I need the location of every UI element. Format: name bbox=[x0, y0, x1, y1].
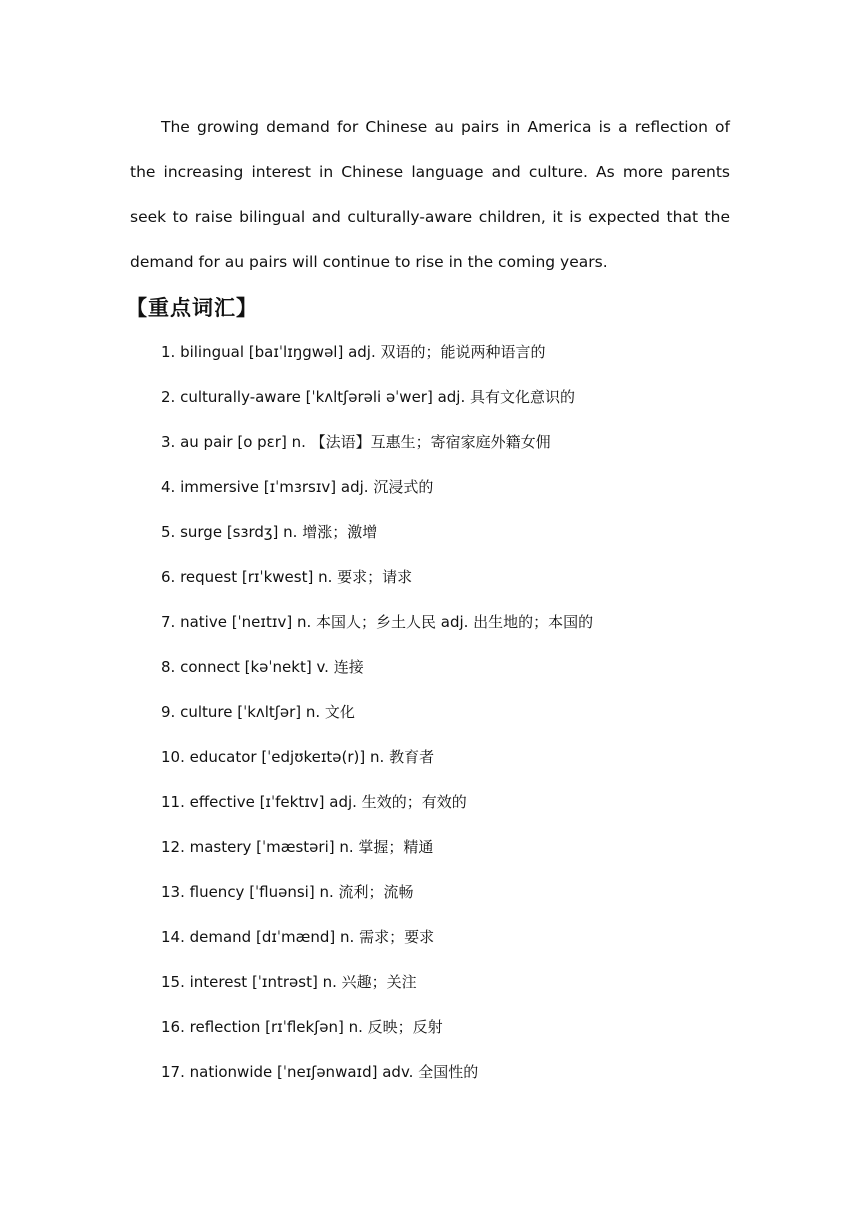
vocab-item: 3. au pair [o pɛr] n. 【法语】互惠生；寄宿家庭外籍女佣 bbox=[161, 433, 551, 451]
vocabulary-list bbox=[161, 330, 801, 1095]
vocab-item: 1. bilingual [baɪˈlɪŋgwəl] adj. 双语的；能说两种语言的 bbox=[161, 343, 546, 361]
vocab-item: 13. fluency [ˈfluənsi] n. 流利；流畅 bbox=[161, 883, 414, 901]
vocab-item: 12. mastery [ˈmæstəri] n. 掌握；精通 bbox=[161, 838, 434, 856]
vocab-item: 16. reflection [rɪˈflekʃən] n. 反映；反射 bbox=[161, 1018, 443, 1036]
vocab-item: 17. nationwide [ˈneɪʃənwaɪd] adv. 全国性的 bbox=[161, 1063, 479, 1081]
vocab-item: 6. request [rɪˈkwest] n. 要求；请求 bbox=[161, 568, 413, 586]
vocab-item: 9. culture [ˈkʌltʃər] n. 文化 bbox=[161, 703, 355, 721]
vocab-item: 4. immersive [ɪˈmɜrsɪv] adj. 沉浸式的 bbox=[161, 478, 434, 496]
vocab-item: 11. effective [ɪˈfektɪv] adj. 生效的；有效的 bbox=[161, 793, 467, 811]
vocab-item: 8. connect [kəˈnekt] v. 连接 bbox=[161, 658, 364, 676]
vocab-item: 5. surge [sɜrdʒ] n. 增涨；激增 bbox=[161, 523, 378, 541]
body-paragraph: The growing demand for Chinese au pairs in America is a reflection of the increasing interest in Chinese language and culture. As more parents seek to raise bilingual and culturally-aware children, it is expected that the demand for au pairs will continue to rise in the coming years. bbox=[130, 118, 730, 271]
vocabulary-heading: 【重点词汇】 bbox=[126, 296, 258, 320]
vocab-item: 2. culturally-aware [ˈkʌltʃərəli əˈwer] adj. 具有文化意识的 bbox=[161, 388, 576, 406]
vocab-item: 7. native [ˈneɪtɪv] n. 本国人；乡土人民 adj. 出生地的；本国的 bbox=[161, 613, 594, 631]
vocab-item: 15. interest [ˈɪntrəst] n. 兴趣；关注 bbox=[161, 973, 417, 991]
vocab-item: 10. educator [ˈedjʊkeɪtə(r)] n. 教育者 bbox=[161, 748, 435, 766]
vocab-item: 14. demand [dɪˈmænd] n. 需求；要求 bbox=[161, 928, 435, 946]
